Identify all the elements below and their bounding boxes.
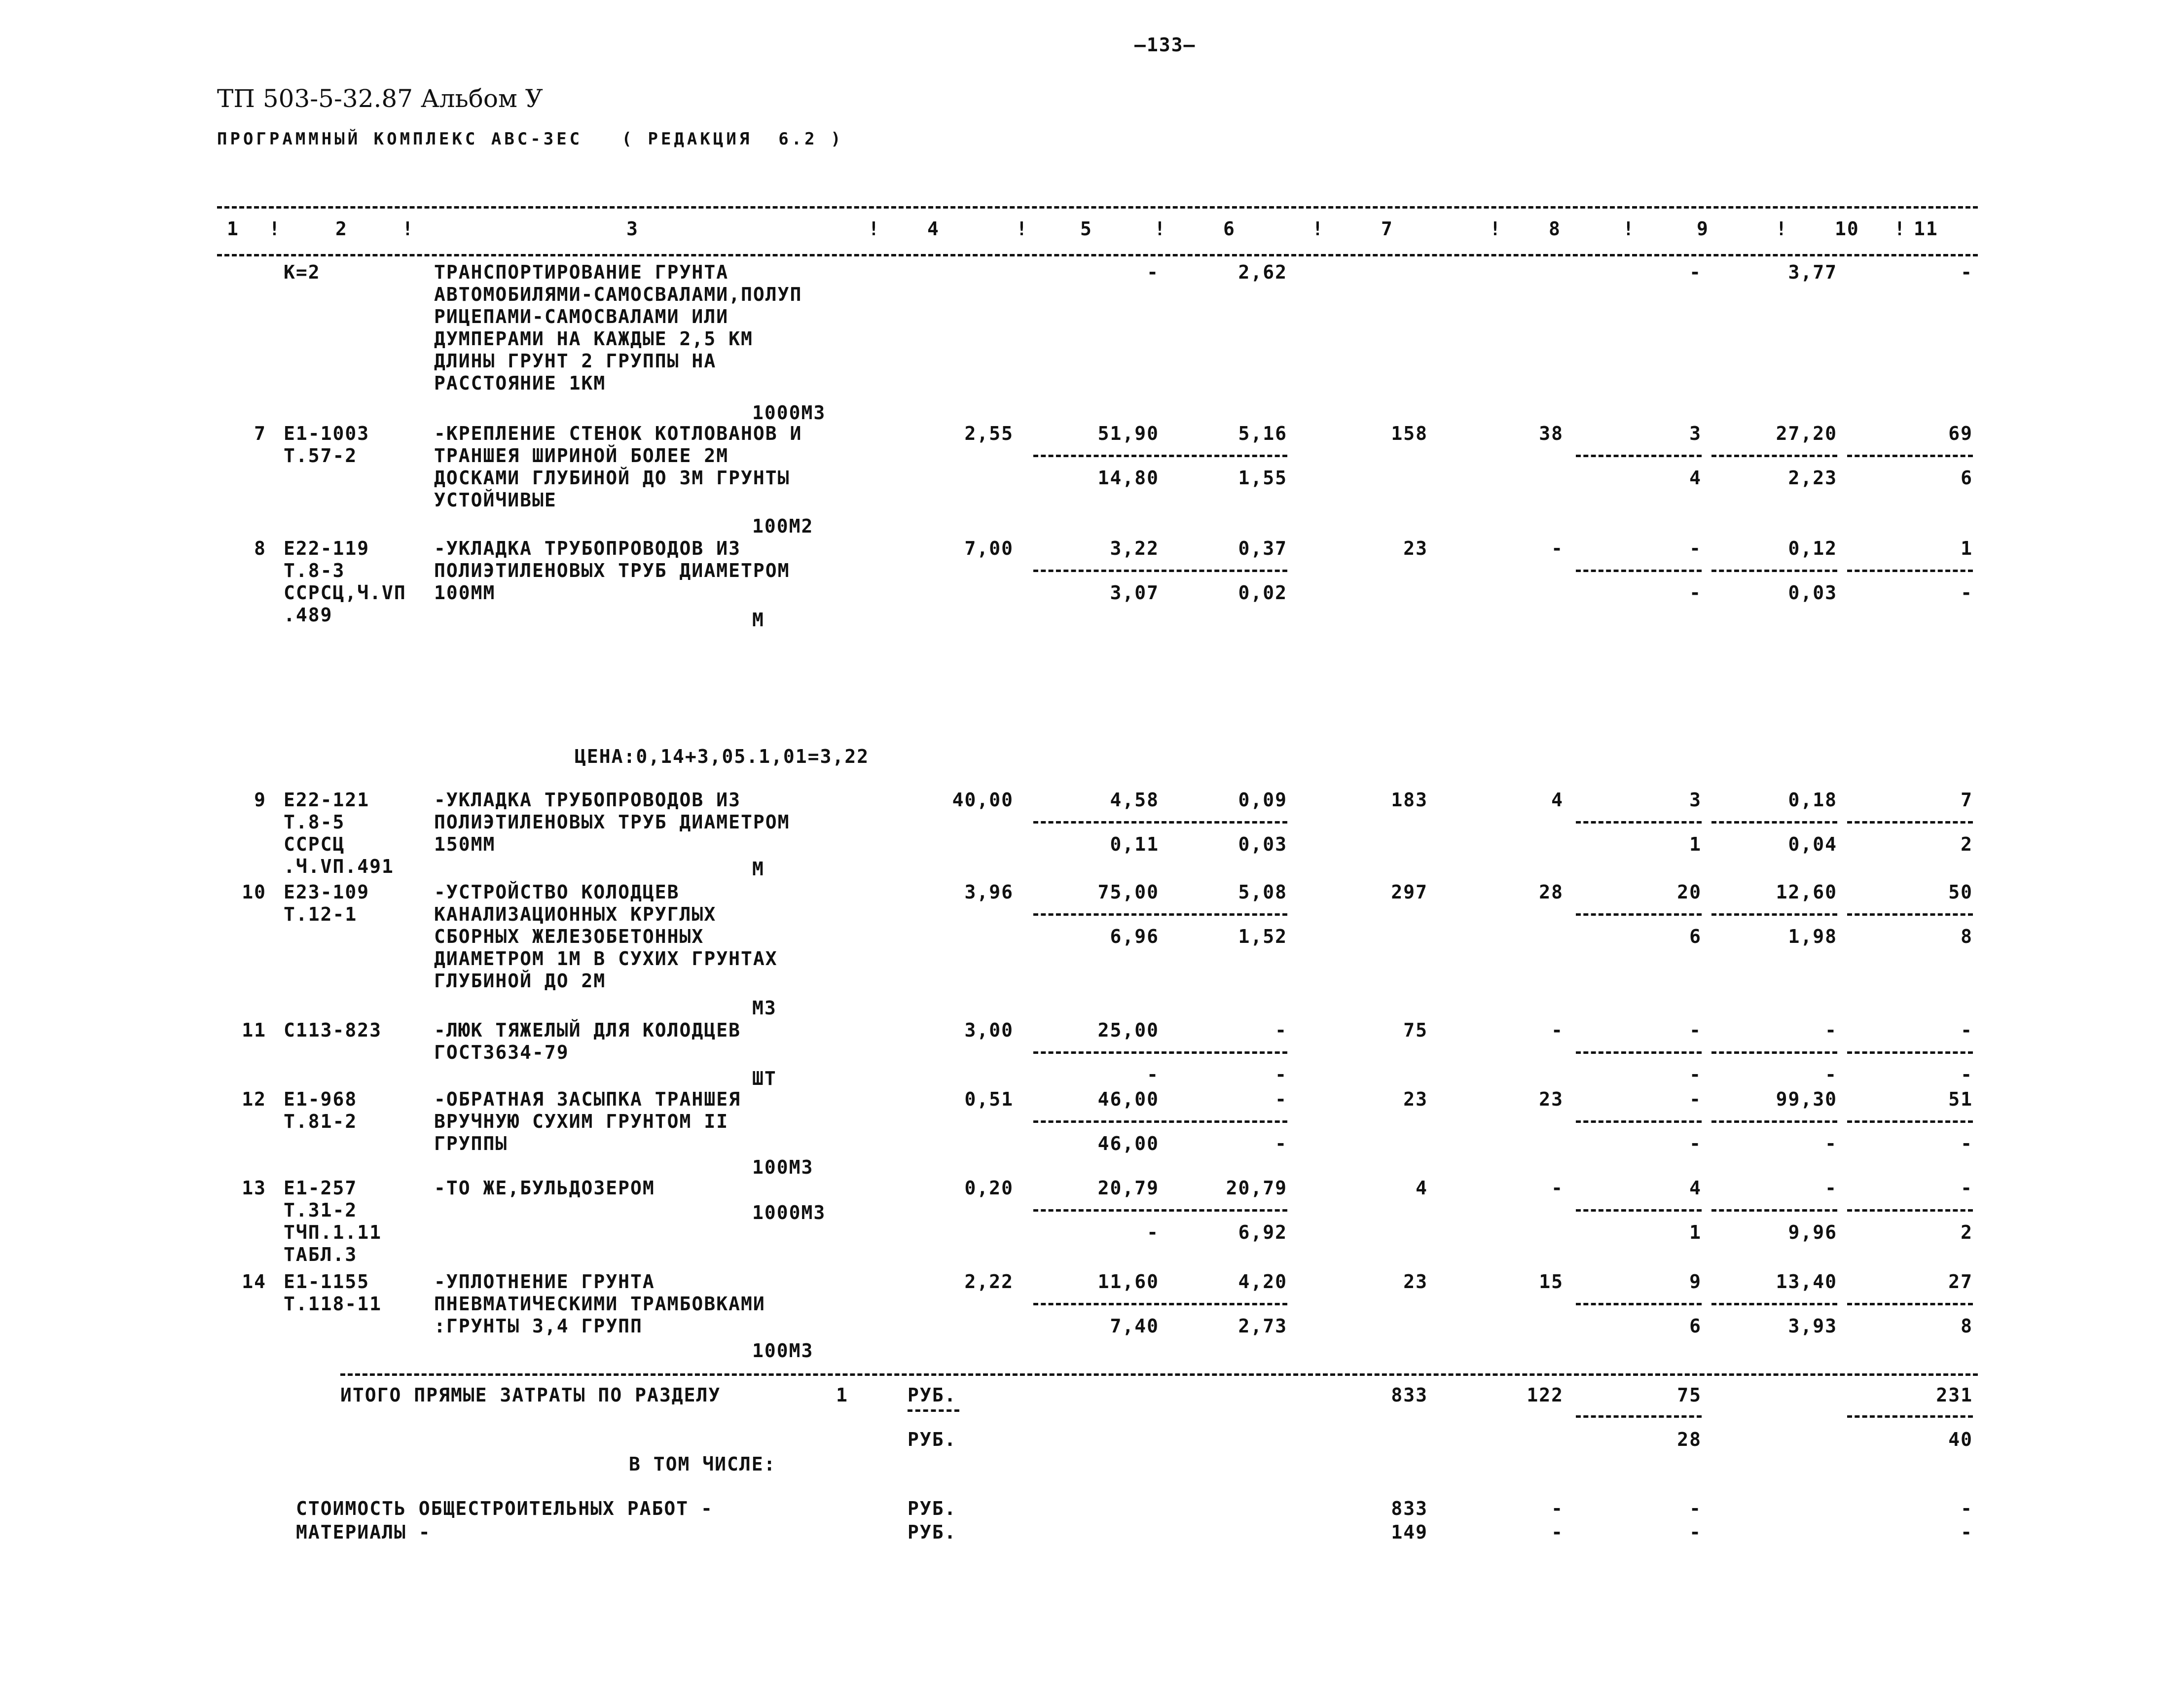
- construction-cost-col11: -: [1961, 1498, 1973, 1519]
- row-number: 8: [254, 538, 266, 559]
- materials-col11: -: [1961, 1521, 1973, 1543]
- row-description: -КРЕПЛЕНИЕ СТЕНОК КОТЛОВАНОВ И: [434, 423, 802, 444]
- totals-section: 1: [836, 1384, 848, 1406]
- cell-col4: 3,00: [964, 1019, 1014, 1041]
- row-code: .Ч.VП.491: [284, 856, 394, 877]
- cell-col11-lower: 2: [1961, 1222, 1973, 1243]
- cell-col10-lower: 0,03: [1788, 582, 1837, 604]
- cell-col4: 0,20: [964, 1177, 1014, 1199]
- totals-rub-underline: [908, 1409, 959, 1412]
- cell-col5: 46,00: [1097, 1088, 1159, 1110]
- totals-col9: 75: [1677, 1384, 1702, 1406]
- cell-col9: 3: [1689, 789, 1702, 811]
- row-description: :ГРУНТЫ 3,4 ГРУПП: [434, 1315, 643, 1337]
- cell-separator-c9: [1576, 1303, 1702, 1305]
- totals-separator-c11: [1847, 1415, 1973, 1418]
- cell-col5: -: [1147, 261, 1159, 283]
- cell-col7: 297: [1391, 881, 1428, 903]
- cell-col6-lower: 6,92: [1238, 1222, 1287, 1243]
- cell-separator-c6: [1162, 913, 1287, 916]
- cell-separator-c9: [1576, 455, 1702, 457]
- cell-col5-lower: 46,00: [1097, 1133, 1159, 1154]
- totals-separator-c9: [1576, 1415, 1702, 1418]
- cell-separator-c5: [1033, 455, 1159, 457]
- cell-col11-lower: -: [1961, 1133, 1973, 1154]
- cell-separator-c10: [1711, 1051, 1837, 1054]
- cell-col6-lower: 0,02: [1238, 582, 1287, 604]
- cell-col10: 3,77: [1788, 261, 1837, 283]
- cell-col10: 0,12: [1788, 538, 1837, 559]
- cell-col5: 3,22: [1110, 538, 1159, 559]
- column-header-6: 4: [927, 218, 940, 240]
- cell-separator-c9: [1576, 1051, 1702, 1054]
- cell-col6: 4,20: [1238, 1271, 1287, 1293]
- materials-col8: -: [1551, 1521, 1564, 1543]
- cell-separator-c9: [1576, 1120, 1702, 1123]
- row-description: ПНЕВМАТИЧЕСКИМИ ТРАМБОВКАМИ: [434, 1293, 765, 1315]
- cell-separator-c6: [1162, 1051, 1287, 1054]
- row-description: ДУМПЕРАМИ НА КАЖДЫЕ 2,5 КМ: [434, 328, 753, 350]
- cell-col11: -: [1961, 261, 1973, 283]
- row-number: 14: [242, 1271, 266, 1293]
- row-description: -УКЛАДКА ТРУБОПРОВОДОВ ИЗ: [434, 789, 741, 811]
- cell-separator-c11: [1847, 1120, 1973, 1123]
- construction-cost-label: СТОИМОСТЬ ОБЩЕСТРОИТЕЛЬНЫХ РАБОТ -: [296, 1498, 713, 1519]
- totals-rule: [340, 1373, 1978, 1376]
- cell-col10: 27,20: [1776, 423, 1837, 444]
- cell-separator-c6: [1162, 1303, 1287, 1305]
- cell-col9-lower: -: [1689, 1133, 1702, 1154]
- cell-col4: 0,51: [964, 1088, 1014, 1110]
- row-description: ГЛУБИНОЙ ДО 2М: [434, 970, 606, 992]
- row-code: Е1-1003: [284, 423, 370, 444]
- cell-col11: 69: [1948, 423, 1973, 444]
- row-description: ДЛИНЫ ГРУНТ 2 ГРУППЫ НА: [434, 350, 717, 372]
- column-header-12: 7: [1381, 218, 1393, 240]
- cell-separator-c5: [1033, 570, 1159, 572]
- row-number: 10: [242, 881, 266, 903]
- cell-separator-c6: [1162, 570, 1287, 572]
- column-header-3: !: [402, 218, 414, 240]
- cell-col5-lower: 3,07: [1110, 582, 1159, 604]
- row-code: ССРСЦ,Ч.VП: [284, 582, 406, 604]
- column-header-13: !: [1490, 218, 1502, 240]
- cell-col9: 3: [1689, 423, 1702, 444]
- row-code: К=2: [284, 261, 321, 283]
- cell-col11-lower: 2: [1961, 833, 1973, 855]
- cell-col5: 51,90: [1097, 423, 1159, 444]
- row-code: Е1-257: [284, 1177, 358, 1199]
- cell-col9: 4: [1689, 1177, 1702, 1199]
- materials-col7: 149: [1391, 1521, 1428, 1543]
- cell-col10: 0,18: [1788, 789, 1837, 811]
- cell-col5: 20,79: [1097, 1177, 1159, 1199]
- column-header-15: !: [1623, 218, 1635, 240]
- cell-col11: 1: [1961, 538, 1973, 559]
- cell-col10-lower: 9,96: [1788, 1222, 1837, 1243]
- column-header-11: !: [1312, 218, 1324, 240]
- cell-col6-lower: 2,73: [1238, 1315, 1287, 1337]
- cell-separator-c6: [1162, 455, 1287, 457]
- cell-col10: -: [1825, 1177, 1837, 1199]
- cell-col9: -: [1689, 538, 1702, 559]
- page-number: —133—: [1134, 34, 1196, 56]
- cell-col7: 183: [1391, 789, 1428, 811]
- row-number: 11: [242, 1019, 266, 1041]
- row-description: ДИАМЕТРОМ 1М В СУХИХ ГРУНТАХ: [434, 948, 778, 970]
- row-description: ВРУЧНУЮ СУХИМ ГРУНТОМ II: [434, 1111, 729, 1132]
- column-header-10: 6: [1223, 218, 1236, 240]
- row-code: ССРСЦ: [284, 833, 345, 855]
- cell-col11-lower: 8: [1961, 926, 1973, 947]
- cell-separator-c11: [1847, 1209, 1973, 1212]
- cell-col5: 25,00: [1097, 1019, 1159, 1041]
- cell-col11-lower: -: [1961, 1064, 1973, 1085]
- row-code: Е1-968: [284, 1088, 358, 1110]
- totals-rub: РУБ.: [908, 1384, 957, 1406]
- cell-col6: -: [1275, 1088, 1287, 1110]
- cell-col5: 4,58: [1110, 789, 1159, 811]
- cell-col10: -: [1825, 1019, 1837, 1041]
- row-code: Т.81-2: [284, 1111, 358, 1132]
- row-description: АВТОМОБИЛЯМИ-САМОСВАЛАМИ,ПОЛУП: [434, 284, 802, 305]
- cell-separator-c10: [1711, 821, 1837, 824]
- cell-separator-c5: [1033, 1209, 1159, 1212]
- column-header-5: !: [868, 218, 880, 240]
- row-number: 9: [254, 789, 266, 811]
- cell-col8: -: [1551, 538, 1564, 559]
- totals-col11-lower: 40: [1948, 1429, 1973, 1450]
- cell-col11: 50: [1948, 881, 1973, 903]
- cell-col5-lower: 14,80: [1097, 467, 1159, 489]
- cell-col11: 7: [1961, 789, 1973, 811]
- cell-col9: 20: [1677, 881, 1702, 903]
- row-description: -ЛЮК ТЯЖЕЛЫЙ ДЛЯ КОЛОДЦЕВ: [434, 1019, 741, 1041]
- cell-col6: 5,08: [1238, 881, 1287, 903]
- cell-col6-lower: 1,52: [1238, 926, 1287, 947]
- cell-separator-c10: [1711, 1303, 1837, 1305]
- row-code: Е22-121: [284, 789, 370, 811]
- cell-col11: -: [1961, 1019, 1973, 1041]
- cell-col11-lower: 6: [1961, 467, 1973, 489]
- cell-separator-c11: [1847, 913, 1973, 916]
- construction-cost-col9: -: [1689, 1498, 1702, 1519]
- row-unit: М3: [752, 997, 777, 1019]
- row-description: ТРАНШЕЯ ШИРИНОЙ БОЛЕЕ 2М: [434, 445, 729, 467]
- row-description: ГОСТ3634-79: [434, 1042, 569, 1063]
- cell-separator-c5: [1033, 1120, 1159, 1123]
- row-unit: 1000М3: [752, 1202, 826, 1223]
- cell-col7: 75: [1403, 1019, 1428, 1041]
- cell-separator-c10: [1711, 455, 1837, 457]
- including-label: В ТОМ ЧИСЛЕ:: [629, 1453, 776, 1475]
- cell-col7: 158: [1391, 423, 1428, 444]
- column-header-9: !: [1154, 218, 1166, 240]
- cell-col11-lower: -: [1961, 582, 1973, 604]
- cell-col8: -: [1551, 1177, 1564, 1199]
- cell-col10-lower: 2,23: [1788, 467, 1837, 489]
- row-number: 7: [254, 423, 266, 444]
- cell-col6: -: [1275, 1019, 1287, 1041]
- cell-col9: -: [1689, 261, 1702, 283]
- row-description: ТРАНСПОРТИРОВАНИЕ ГРУНТА: [434, 261, 729, 283]
- cell-separator-c10: [1711, 570, 1837, 572]
- row-code: Т.57-2: [284, 445, 358, 467]
- cell-separator-c11: [1847, 1303, 1973, 1305]
- column-header-8: 5: [1080, 218, 1092, 240]
- row-number: 12: [242, 1088, 266, 1110]
- row-description: -ОБРАТНАЯ ЗАСЫПКА ТРАНШЕЯ: [434, 1088, 741, 1110]
- column-header-14: 8: [1549, 218, 1561, 240]
- cell-col10-lower: 0,04: [1788, 833, 1837, 855]
- row-unit: 100М3: [752, 1340, 814, 1362]
- cell-col8: 4: [1551, 789, 1564, 811]
- row-unit: М: [752, 858, 764, 880]
- row-unit: ШТ: [752, 1068, 777, 1089]
- totals-rub-2: РУБ.: [908, 1429, 957, 1450]
- cell-separator-c10: [1711, 913, 1837, 916]
- column-header-19: !: [1894, 218, 1906, 240]
- cell-col4: 2,55: [964, 423, 1014, 444]
- column-header-0: 1: [227, 218, 239, 240]
- totals-col11: 231: [1936, 1384, 1973, 1406]
- row-unit: М: [752, 609, 764, 631]
- column-header-16: 9: [1697, 218, 1709, 240]
- row-description: ГРУППЫ: [434, 1133, 508, 1154]
- row-description: -ТО ЖЕ,БУЛЬДОЗЕРОМ: [434, 1177, 655, 1199]
- cell-separator-c6: [1162, 1209, 1287, 1212]
- row-number: 13: [242, 1177, 266, 1199]
- cell-col5-lower: 6,96: [1110, 926, 1159, 947]
- cell-col9-lower: 1: [1689, 833, 1702, 855]
- cell-col10-lower: 1,98: [1788, 926, 1837, 947]
- column-header-2: 2: [335, 218, 348, 240]
- row-description: 150ММ: [434, 833, 496, 855]
- row-description: -УПЛОТНЕНИЕ ГРУНТА: [434, 1271, 655, 1293]
- row-description: УСТОЙЧИВЫЕ: [434, 489, 557, 511]
- cell-col4: 7,00: [964, 538, 1014, 559]
- cell-separator-c5: [1033, 1051, 1159, 1054]
- row-code: ТАБЛ.3: [284, 1244, 358, 1265]
- row-code: Т.31-2: [284, 1199, 358, 1221]
- row-description: -УКЛАДКА ТРУБОПРОВОДОВ ИЗ: [434, 538, 741, 559]
- cell-col9: -: [1689, 1019, 1702, 1041]
- cell-col10: 12,60: [1776, 881, 1837, 903]
- cell-col10-lower: -: [1825, 1064, 1837, 1085]
- cell-col9: -: [1689, 1088, 1702, 1110]
- cell-separator-c10: [1711, 1209, 1837, 1212]
- header-rule-top: [217, 206, 1978, 209]
- cell-col6-lower: -: [1275, 1064, 1287, 1085]
- program-subtitle: ПРОГРАММНЫЙ КОМПЛЕКС АВС-ЗЕС ( РЕДАКЦИЯ 6.2 ): [217, 129, 844, 149]
- cell-col6: 2,62: [1238, 261, 1287, 283]
- construction-cost-rub: РУБ.: [908, 1498, 957, 1519]
- cell-col5-lower: 7,40: [1110, 1315, 1159, 1337]
- cell-col10-lower: 3,93: [1788, 1315, 1837, 1337]
- row-code: Е23-109: [284, 881, 370, 903]
- cell-col7: 23: [1403, 1271, 1428, 1293]
- cell-col6-lower: -: [1275, 1133, 1287, 1154]
- cell-col9-lower: 1: [1689, 1222, 1702, 1243]
- row-description: 100ММ: [434, 582, 496, 604]
- row-description: РАССТОЯНИЕ 1КМ: [434, 372, 606, 394]
- column-header-4: 3: [626, 218, 639, 240]
- cell-col6: 5,16: [1238, 423, 1287, 444]
- cell-separator-c11: [1847, 821, 1973, 824]
- cell-col9-lower: -: [1689, 582, 1702, 604]
- cell-separator-c11: [1847, 1051, 1973, 1054]
- row-unit: 1000М3: [752, 402, 826, 424]
- cell-col8: 38: [1539, 423, 1564, 444]
- cell-separator-c11: [1847, 570, 1973, 572]
- row-description: -УСТРОЙСТВО КОЛОДЦЕВ: [434, 881, 680, 903]
- row-description: РИЦЕПАМИ-САМОСВАЛАМИ ИЛИ: [434, 306, 729, 327]
- cell-col9-lower: 6: [1689, 926, 1702, 947]
- cell-col11: 27: [1948, 1271, 1973, 1293]
- cell-col8: -: [1551, 1019, 1564, 1041]
- row-description: ПОЛИЭТИЛЕНОВЫХ ТРУБ ДИАМЕТРОМ: [434, 811, 790, 833]
- cell-separator-c6: [1162, 821, 1287, 824]
- row-description: СБОРНЫХ ЖЕЛЕЗОБЕТОННЫХ: [434, 926, 704, 947]
- totals-label: ИТОГО ПРЯМЫЕ ЗАТРАТЫ ПО РАЗДЕЛУ: [340, 1384, 721, 1406]
- cell-col7: 23: [1403, 1088, 1428, 1110]
- cell-col10-lower: -: [1825, 1133, 1837, 1154]
- price-note: ЦЕНА:0,14+3,05.1,01=3,22: [575, 746, 870, 767]
- cell-col4: 2,22: [964, 1271, 1014, 1293]
- column-header-20: 11: [1914, 218, 1938, 240]
- cell-col9-lower: 4: [1689, 467, 1702, 489]
- cell-col4: 40,00: [952, 789, 1014, 811]
- cell-separator-c5: [1033, 821, 1159, 824]
- materials-col9: -: [1689, 1521, 1702, 1543]
- cell-col8: 28: [1539, 881, 1564, 903]
- totals-col8: 122: [1527, 1384, 1564, 1406]
- cell-separator-c10: [1711, 1120, 1837, 1123]
- cell-separator-c5: [1033, 1303, 1159, 1305]
- materials-rub: РУБ.: [908, 1521, 957, 1543]
- row-code: С113-823: [284, 1019, 382, 1041]
- row-unit: 100М2: [752, 515, 814, 537]
- cell-col9: 9: [1689, 1271, 1702, 1293]
- cell-separator-c11: [1847, 455, 1973, 457]
- document-title: ТП 503-5-32.87 Альбом У: [217, 84, 543, 113]
- cell-col5-lower: -: [1147, 1064, 1159, 1085]
- row-code: Т.8-3: [284, 560, 345, 581]
- cell-col11-lower: 8: [1961, 1315, 1973, 1337]
- construction-cost-col7: 833: [1391, 1498, 1428, 1519]
- cell-separator-c5: [1033, 913, 1159, 916]
- cell-col5-lower: 0,11: [1110, 833, 1159, 855]
- cell-col8: 23: [1539, 1088, 1564, 1110]
- cell-separator-c9: [1576, 821, 1702, 824]
- cell-col8: 15: [1539, 1271, 1564, 1293]
- row-code: Е22-119: [284, 538, 370, 559]
- column-header-1: !: [269, 218, 281, 240]
- cell-col6-lower: 1,55: [1238, 467, 1287, 489]
- cell-separator-c6: [1162, 1120, 1287, 1123]
- materials-label: МАТЕРИАЛЫ -: [296, 1521, 431, 1543]
- row-code: Т.118-11: [284, 1293, 382, 1315]
- cell-col7: 4: [1416, 1177, 1428, 1199]
- column-header-17: !: [1776, 218, 1788, 240]
- cell-col4: 3,96: [964, 881, 1014, 903]
- row-description: ПОЛИЭТИЛЕНОВЫХ ТРУБ ДИАМЕТРОМ: [434, 560, 790, 581]
- cell-col9-lower: -: [1689, 1064, 1702, 1085]
- totals-col9-lower: 28: [1677, 1429, 1702, 1450]
- row-code: Е1-1155: [284, 1271, 370, 1293]
- cell-col5-lower: -: [1147, 1222, 1159, 1243]
- cell-separator-c9: [1576, 570, 1702, 572]
- cell-col6: 0,37: [1238, 538, 1287, 559]
- cell-col9-lower: 6: [1689, 1315, 1702, 1337]
- construction-cost-col8: -: [1551, 1498, 1564, 1519]
- cell-col5: 11,60: [1097, 1271, 1159, 1293]
- cell-separator-c9: [1576, 1209, 1702, 1212]
- cell-col6: 0,09: [1238, 789, 1287, 811]
- cell-col7: 23: [1403, 538, 1428, 559]
- row-code: Т.12-1: [284, 903, 358, 925]
- row-code: .489: [284, 604, 333, 626]
- row-code: Т.8-5: [284, 811, 345, 833]
- row-code: ТЧП.1.11: [284, 1222, 382, 1243]
- totals-col7: 833: [1391, 1384, 1428, 1406]
- column-header-18: 10: [1835, 218, 1859, 240]
- header-rule-bottom: [217, 254, 1978, 256]
- row-description: КАНАЛИЗАЦИОННЫХ КРУГЛЫХ: [434, 903, 717, 925]
- cell-col6: 20,79: [1226, 1177, 1287, 1199]
- cell-separator-c9: [1576, 913, 1702, 916]
- cell-col11: 51: [1948, 1088, 1973, 1110]
- column-header-7: !: [1016, 218, 1028, 240]
- cell-col10: 13,40: [1776, 1271, 1837, 1293]
- cell-col11: -: [1961, 1177, 1973, 1199]
- cell-col5: 75,00: [1097, 881, 1159, 903]
- row-unit: 100М3: [752, 1156, 814, 1178]
- cell-col6-lower: 0,03: [1238, 833, 1287, 855]
- row-description: ДОСКАМИ ГЛУБИНОЙ ДО 3М ГРУНТЫ: [434, 467, 790, 489]
- cell-col10: 99,30: [1776, 1088, 1837, 1110]
